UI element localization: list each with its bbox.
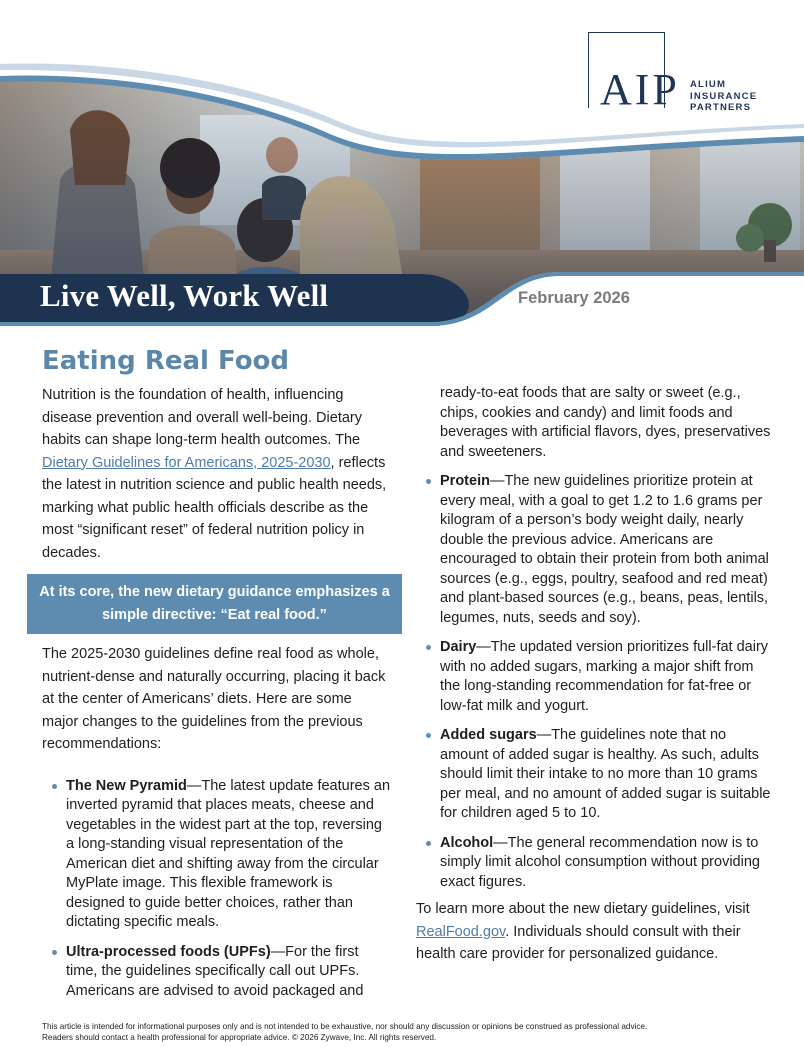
list-item-continued bbox=[440, 384, 771, 462]
article-title: Eating Real Food bbox=[42, 346, 290, 376]
intro-text-end: , reflects the latest in nutrition science and public health needs, marking what public health officials describe as the most “significant reset” of federal nutrition policy in decades. bbox=[42, 454, 387, 561]
list-item bbox=[66, 943, 392, 1002]
logo-letters: AIP bbox=[600, 65, 680, 114]
logo-word-1: ALIUM bbox=[690, 79, 727, 90]
realfood-link[interactable]: RealFood.gov bbox=[416, 923, 506, 940]
bullet-text: —The guidelines note that no amount of added sugar is healthy. As such, adults should limit their intake to no more than 10 grams per meal, and no amount of added sugar is suitable for children aged 5 to 10. bbox=[440, 727, 771, 821]
guidelines-paragraph: The 2025-2030 guidelines define real food as whole, nutrient-dense and naturally occurring, placing it back at the center of Americans’ diets. Here are some major changes to the guidelines from the previous recommendations: bbox=[42, 646, 386, 752]
bullet-term: Protein bbox=[440, 473, 490, 489]
upf-continued-text: ready-to-eat foods that are salty or sweet (e.g., chips, cookies and candy) and limit foods and beverages with artificial flavors, dyes, preservatives and sweeteners. bbox=[440, 385, 771, 460]
disclaimer bbox=[42, 1021, 762, 1043]
bullet-term: The New Pyramid bbox=[66, 777, 187, 794]
issue-date: February 2026 bbox=[518, 289, 630, 307]
bullet-text: —The updated version prioritizes full-fat dairy with no added sugars, marking a major shift from the long-standing recommendation for fat-free or low-fat milk and yogurt. bbox=[440, 639, 769, 714]
bullet-text: —The general recommendation now is to simply limit alcohol consumption without providing exact figures. bbox=[440, 834, 760, 890]
newsletter-title: Live Well, Work Well bbox=[40, 278, 329, 313]
bullet-text: —The latest update features an inverted pyramid that places meats, cheese and vegetables in the widest part at the top, reversing a long-standing visual representation of the American diet and shifting away from the circular MyPlate image. This flexible framework is designed to guide better choices, rather than dictating specific meals. bbox=[66, 777, 391, 930]
left-bullet-list bbox=[66, 777, 392, 1002]
list-item bbox=[440, 472, 771, 628]
bullet-text: —For the first time, the guidelines specifically call out UPFs. Americans are advised to avoid packaged and bbox=[66, 943, 364, 999]
logo-word-3: PARTNERS bbox=[690, 102, 752, 113]
list-item bbox=[440, 726, 771, 824]
right-bullet-list bbox=[440, 384, 771, 892]
left-column-lower bbox=[42, 643, 392, 1001]
bullet-term: Dairy bbox=[440, 639, 477, 655]
dietary-guidelines-link[interactable]: Dietary Guidelines for Americans, 2025-2030 bbox=[42, 454, 331, 471]
list-item bbox=[440, 638, 771, 716]
closing-paragraph bbox=[416, 898, 771, 966]
right-column bbox=[416, 384, 771, 966]
intro-paragraph bbox=[42, 384, 392, 564]
closing-text-end: . Individuals should consult with their health care provider for personalized guidance. bbox=[416, 923, 741, 962]
bullet-term: Alcohol bbox=[440, 834, 494, 851]
bullet-term: Added sugars bbox=[440, 727, 537, 743]
disclaimer-line-2: Readers should contact a health professional for appropriate advice. © 2026 Zywave, Inc. All rights reserved. bbox=[42, 1033, 437, 1042]
intro-text-start: Nutrition is the foundation of health, influencing disease prevention and overall well-being. Dietary habits can shape long-term health outcomes. The bbox=[42, 387, 362, 448]
bullet-text: —The new guidelines prioritize protein at every meal, with a goal to get 1.2 to 1.6 grams per kilogram of a person’s body weight daily, nearly double the previous advice. Americans are encouraged to obtain their protein from both animal sources (e.g., eggs, poultry, seafood and red meat) and plant-based sources (e.g., beans, peas, lentils, legumes, nuts, seeds and soy). bbox=[440, 473, 769, 626]
left-column bbox=[42, 384, 392, 564]
bullet-term: Ultra-processed foods (UPFs) bbox=[66, 943, 271, 960]
disclaimer-line-1: This article is intended for informational purposes only and is not intended to be exhaustive, nor should any discussion or opinions be construed as professional advice. bbox=[42, 1022, 648, 1031]
list-item bbox=[66, 777, 392, 933]
list-item bbox=[440, 834, 771, 893]
closing-text-start: To learn more about the new dietary guidelines, visit bbox=[416, 901, 750, 917]
callout-box: At its core, the new dietary guidance emphasizes a simple directive: “Eat real food.” bbox=[27, 574, 402, 634]
logo-word-2: INSURANCE bbox=[690, 90, 758, 102]
